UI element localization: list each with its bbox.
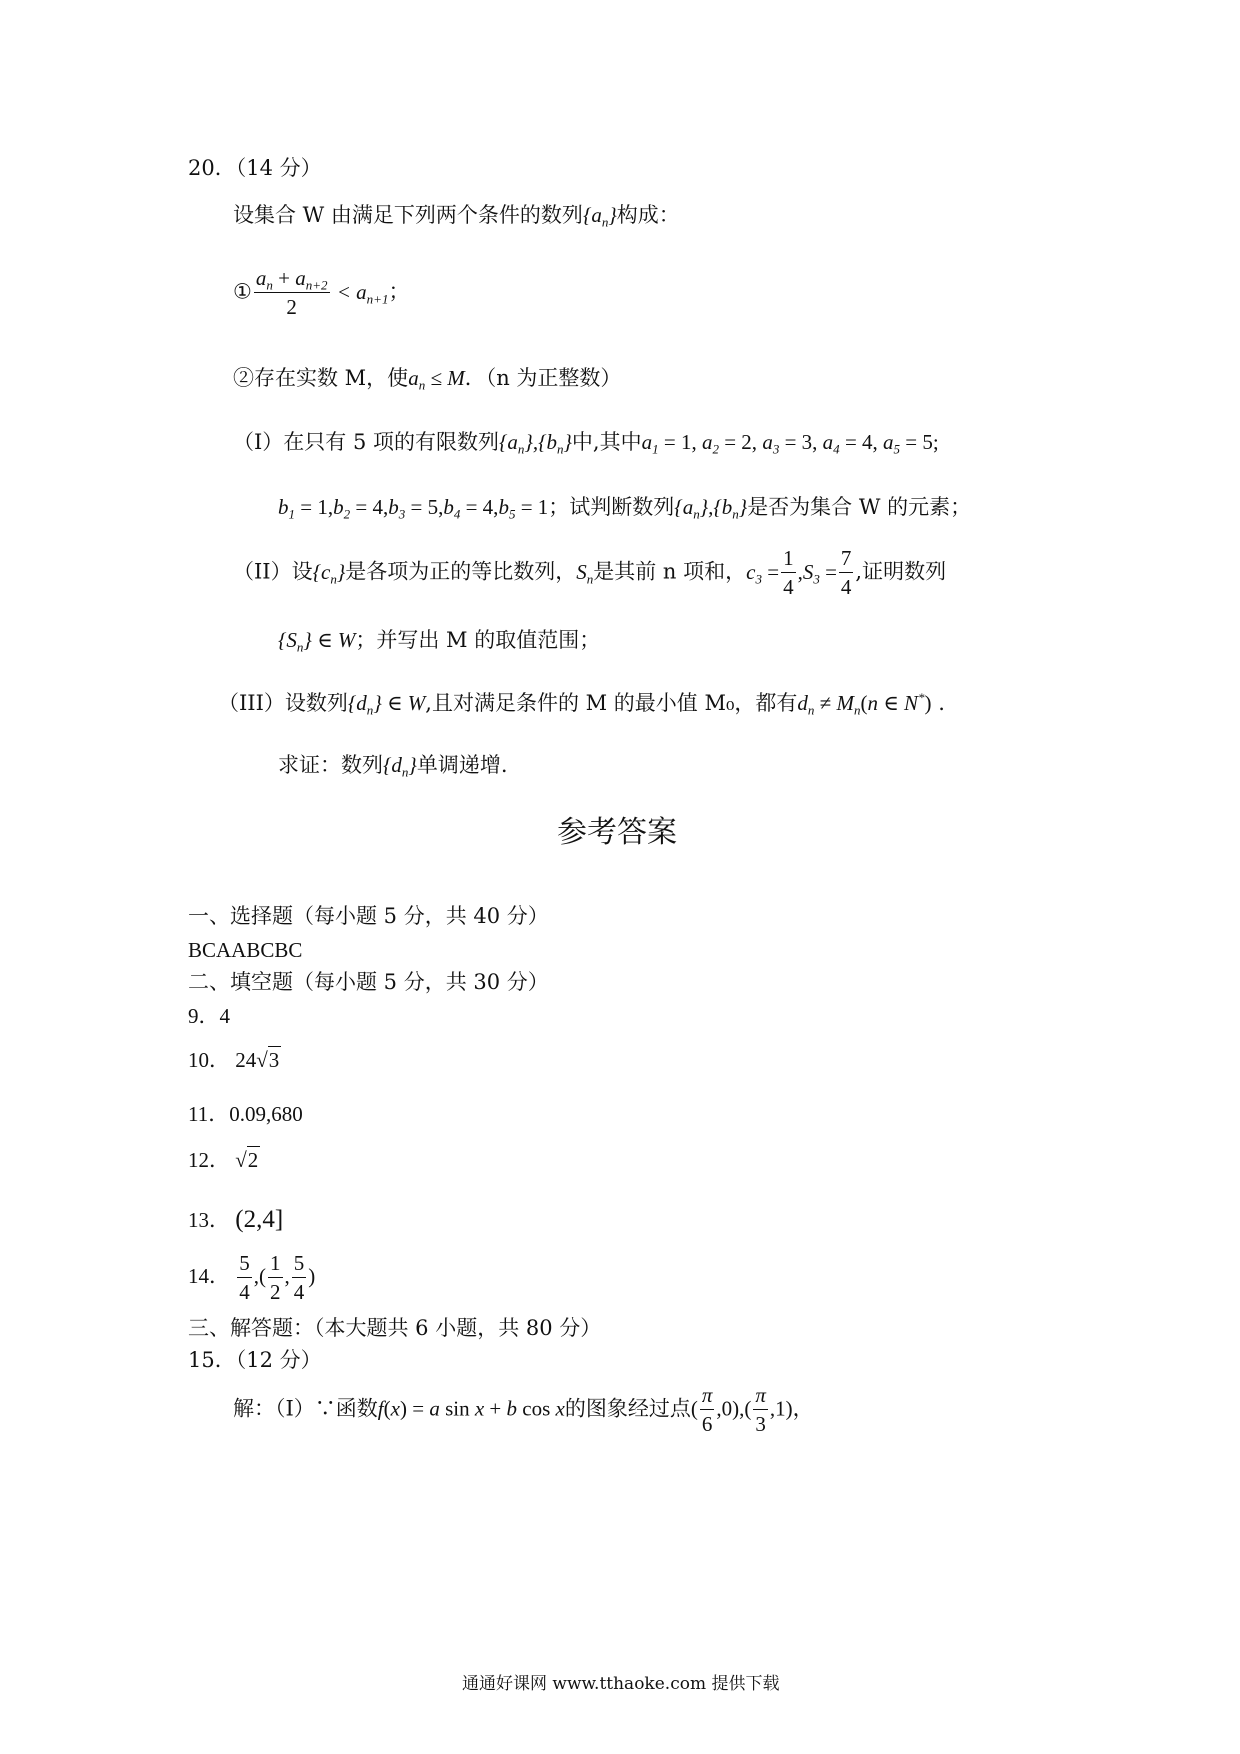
one-half-fraction: $\frac{1}{2}$: [270, 1251, 281, 1304]
problem-15-header: 15．（12 分）: [188, 1348, 322, 1372]
c3-fraction: $\frac{1}{4}$: [783, 546, 794, 599]
problem-header: 20．（14 分）: [188, 156, 322, 180]
five-quarters-fraction: $\frac{5}{4}$: [239, 1251, 250, 1304]
problem-15-solution: 解：（I）∵函数f(x) = a sin x + b cos x的图象经过点( $\frac{\pi}{6}$ ,0),( $\frac{\pi}{3}$ ,1)，: [233, 1383, 814, 1436]
section-1-heading: 一、选择题（每小题 5 分，共 40 分）: [188, 904, 549, 928]
sqrt-3: √3: [256, 1048, 280, 1072]
part-1-line-2: $b_1 = 1,b_2 = 4,b_3 = 5,b_4 = 4,b_5 = 1$；试判断数列$\{a_n\},\{b_n\}$是否为集合 W 的元素；: [278, 495, 972, 522]
pi-over-6-fraction: $\frac{\pi}{6}$: [701, 1383, 713, 1436]
answer-10: 10． 24√3: [188, 1048, 280, 1072]
page-footer: 通通好课网 www.tthaoke.com 提供下载: [462, 1674, 780, 1694]
answer-9: 9．4: [188, 1004, 230, 1028]
answer-14: 14． $\frac{5}{4}$ ,( $\frac{1}{2}$ , $\frac{5}{4}$ ): [188, 1251, 316, 1304]
sqrt-2: √2: [235, 1148, 259, 1172]
problem-intro: 设集合 W 由满足下列两个条件的数列$\{a_n\}$构成：: [233, 203, 680, 230]
section-1-answers: BCAABCBC: [188, 938, 303, 962]
answer-11: 11．0.09,680: [188, 1102, 303, 1126]
section-2-heading: 二、填空题（每小题 5 分，共 30 分）: [188, 970, 549, 994]
answers-title: 参考答案: [557, 815, 677, 850]
cond1-fraction: $\frac{a_n + a_{n+2}}{2}$: [255, 266, 328, 319]
condition-1: ① $\frac{a_n + a_{n+2}}{2}$ < $a_{n+1}$；: [233, 266, 410, 319]
answer-13: 13． (2,4]: [188, 1206, 284, 1233]
part-1-line-1: （I）在只有 5 项的有限数列$\{a_n\},\{b_n\}$中,其中$a_1 = 1$, $a_2 = 2$, $a_3 = 3$, $a_4 = 4$, $a_5 = 5$;: [233, 430, 939, 457]
five-quarters-fraction-2: $\frac{5}{4}$: [293, 1251, 305, 1304]
pi-over-3-fraction: $\frac{\pi}{3}$: [755, 1383, 766, 1436]
part-2-line-1: （II）设$\{c_n\}$是各项为正的等比数列，$S_n$是其前 n 项和，$c_3$ = $\frac{1}{4}$ $,S_3$ = $\frac{7}{4}$ ,证明数列: [233, 546, 947, 599]
answer-12: 12． √2: [188, 1148, 259, 1172]
part-3-line-2: 求证：数列$\{d_n\}$单调递增.: [278, 753, 508, 780]
s3-fraction: $\frac{7}{4}$: [840, 546, 852, 599]
section-3-heading: 三、解答题：（本大题共 6 小题，共 80 分）: [188, 1316, 602, 1340]
part-3-line-1: （III）设数列$\{d_n\}$ ∈ W,且对满足条件的 M 的最小值 M₀，都有$d_n \ne M_n(n$ ∈ N*) .: [218, 690, 945, 718]
condition-2: ②存在实数 M，使$a_n \le M$．（n 为正整数）: [233, 366, 622, 393]
part-2-line-2: $\{S_n\}$ ∈ W；并写出 M 的取值范围；: [278, 628, 601, 655]
